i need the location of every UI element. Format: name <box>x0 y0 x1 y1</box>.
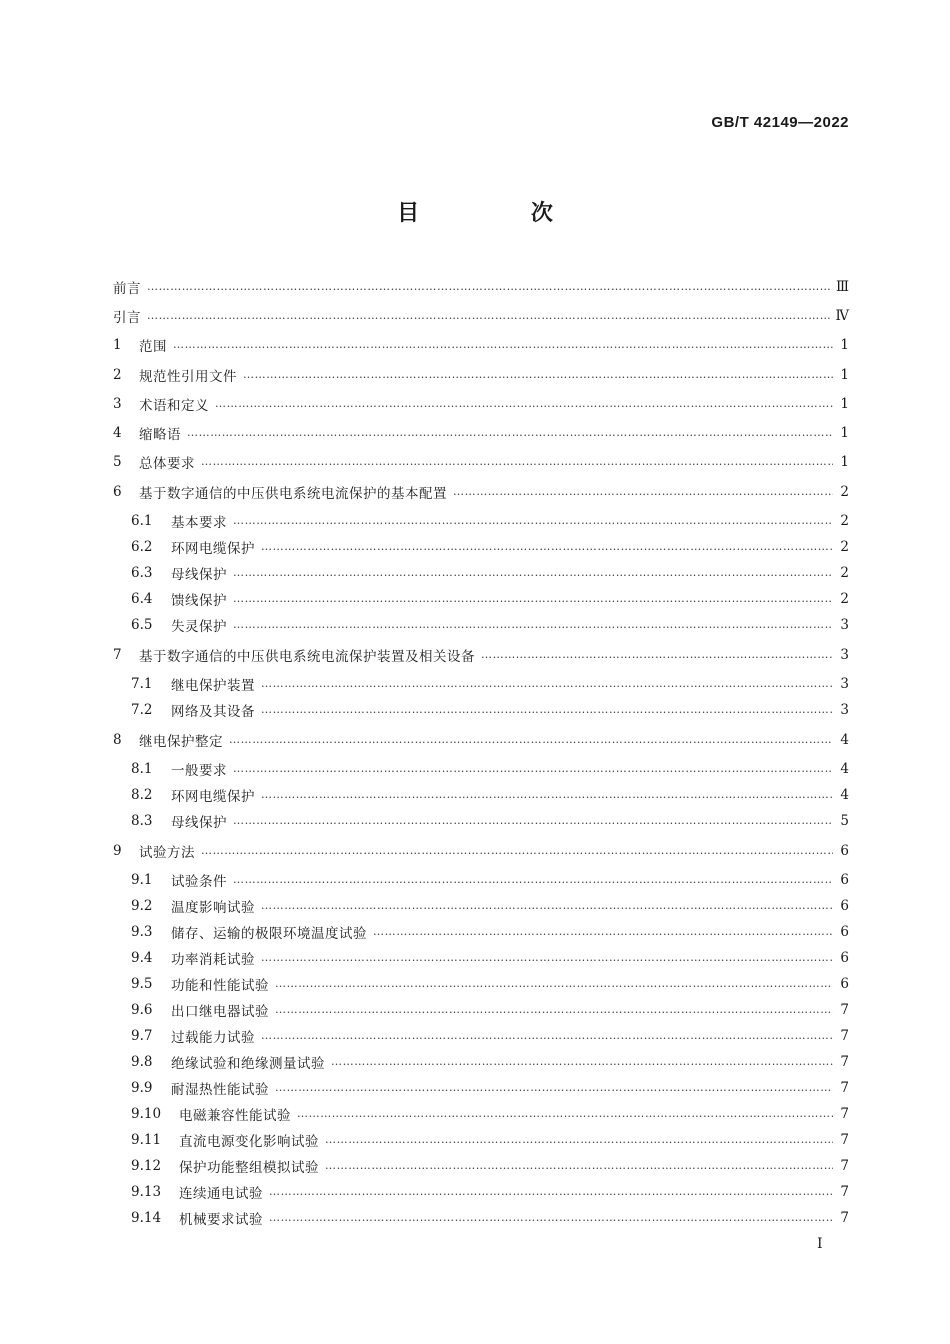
toc-entry-page: 3 <box>840 676 849 692</box>
leader-dots <box>275 974 833 994</box>
leader-dots <box>325 1130 833 1150</box>
leader-dots <box>373 922 833 942</box>
toc-entry-number: 7 <box>113 647 122 663</box>
toc-entry-6[interactable] <box>113 482 849 502</box>
toc-entry-page: 2 <box>840 484 849 500</box>
leader-dots <box>269 1208 833 1228</box>
toc-entry-9-1[interactable] <box>131 870 849 890</box>
leader-dots <box>229 730 833 750</box>
toc-entry-page: 3 <box>840 702 849 718</box>
toc-entry-page: 2 <box>840 565 849 581</box>
toc-entry-number: 9.11 <box>131 1132 162 1148</box>
toc-entry-label: 储存、运输的极限环境温度试验 <box>171 926 367 942</box>
leader-dots <box>261 700 833 720</box>
toc-entry-number: 3 <box>113 396 122 412</box>
toc-entry-number: 9.4 <box>131 950 153 966</box>
toc-entry-page: 4 <box>840 761 849 777</box>
toc-entry-page: 7 <box>840 1184 849 1200</box>
toc-entry-label: 试验条件 <box>171 874 227 890</box>
toc-entry-number: 5 <box>113 454 122 470</box>
toc-entry-label: 连续通电试验 <box>179 1186 263 1202</box>
leader-dots <box>233 511 833 531</box>
toc-entry-page: 7 <box>840 1028 849 1044</box>
toc-entry-page: 7 <box>840 1106 849 1122</box>
toc-entry-page: 6 <box>840 872 849 888</box>
toc-entry-page: 7 <box>840 1210 849 1226</box>
toc-entry-3[interactable] <box>113 394 849 414</box>
toc-entry-label: 引言 <box>113 310 141 326</box>
toc-entry-number: 9.7 <box>131 1028 153 1044</box>
toc-entry-number: 9.8 <box>131 1054 153 1070</box>
leader-dots <box>453 482 833 502</box>
leader-dots <box>261 896 833 916</box>
leader-dots <box>261 1026 833 1046</box>
toc-entry-7[interactable] <box>113 645 849 665</box>
toc-entry-page: 7 <box>840 1158 849 1174</box>
leader-dots <box>481 645 833 665</box>
toc-entry-number: 6.1 <box>131 513 153 529</box>
toc-entry-label: 环网电缆保护 <box>171 541 255 557</box>
toc-entry-page: 3 <box>840 617 849 633</box>
toc-entry-page: 1 <box>840 337 849 353</box>
toc-entry-label: 电磁兼容性能试验 <box>179 1108 291 1124</box>
toc-entry-9-8[interactable] <box>131 1052 849 1072</box>
toc-entry-label: 机械要求试验 <box>179 1212 263 1228</box>
toc-entry-label: 绝缘试验和绝缘测量试验 <box>171 1056 325 1072</box>
leader-dots <box>261 785 833 805</box>
leader-dots <box>275 1000 833 1020</box>
toc-entry-page: 7 <box>840 1002 849 1018</box>
toc-entry-number: 9.5 <box>131 976 153 992</box>
toc-entry-page: 1 <box>840 425 849 441</box>
toc-entry-label: 失灵保护 <box>171 619 227 635</box>
toc-entry-number: 9.14 <box>131 1210 162 1226</box>
toc-entry-8-3[interactable] <box>131 811 849 831</box>
toc-entry-6-1[interactable] <box>131 511 849 531</box>
leader-dots <box>233 811 833 831</box>
toc-entry-6-4[interactable] <box>131 589 849 609</box>
toc-entry-2[interactable] <box>113 365 849 385</box>
toc-entry-page: 7 <box>840 1080 849 1096</box>
leader-dots <box>233 563 833 583</box>
toc-entry-6-3[interactable] <box>131 563 849 583</box>
toc-entry-label: 范围 <box>139 339 167 355</box>
toc-entry-4[interactable] <box>113 423 849 443</box>
toc-entry-9-10[interactable] <box>131 1104 849 1124</box>
toc-entry-foreword[interactable] <box>113 277 849 297</box>
toc-entry-page: 6 <box>840 898 849 914</box>
leader-dots <box>261 537 833 557</box>
leader-dots <box>215 394 833 414</box>
leader-dots <box>297 1104 833 1124</box>
toc-entry-number: 6.2 <box>131 539 153 555</box>
toc-entry-page: 4 <box>840 787 849 803</box>
toc-entry-9[interactable] <box>113 841 849 861</box>
toc-entry-number: 9.9 <box>131 1080 153 1096</box>
page-title: 目 次 <box>397 201 605 226</box>
toc-entry-page: 3 <box>840 647 849 663</box>
toc-entry-label: 保护功能整组模拟试验 <box>179 1160 319 1176</box>
leader-dots <box>233 759 833 779</box>
toc-entry-label: 温度影响试验 <box>171 900 255 916</box>
toc-entry-6-5[interactable] <box>131 615 849 635</box>
toc-entry-introduction[interactable] <box>113 306 849 326</box>
toc-entry-number: 8.1 <box>131 761 153 777</box>
toc-entry-label: 术语和定义 <box>139 398 209 414</box>
toc-entry-6-2[interactable] <box>131 537 849 557</box>
toc-entry-label: 母线保护 <box>171 815 227 831</box>
toc-entry-9-13[interactable] <box>131 1182 849 1202</box>
toc-entry-number: 6.5 <box>131 617 153 633</box>
leader-dots <box>261 948 833 968</box>
leader-dots <box>201 452 833 472</box>
toc-entry-label: 网络及其设备 <box>171 704 255 720</box>
leader-dots <box>243 365 833 385</box>
leader-dots <box>331 1052 833 1072</box>
toc-entry-9-14[interactable] <box>131 1208 849 1228</box>
leader-dots <box>269 1182 833 1202</box>
toc-entry-8-1[interactable] <box>131 759 849 779</box>
toc-entry-number: 9.2 <box>131 898 153 914</box>
toc-entry-number: 4 <box>113 425 122 441</box>
toc-entry-8[interactable] <box>113 730 849 750</box>
toc-entry-label: 规范性引用文件 <box>139 369 237 385</box>
toc-entry-label: 馈线保护 <box>171 593 227 609</box>
toc-entry-9-4[interactable] <box>131 948 849 968</box>
toc-entry-number: 9.6 <box>131 1002 153 1018</box>
leader-dots <box>201 841 833 861</box>
toc-entry-5[interactable] <box>113 452 849 472</box>
toc-entry-label: 基于数字通信的中压供电系统电流保护的基本配置 <box>139 486 447 502</box>
toc-entry-number: 9.12 <box>131 1158 162 1174</box>
toc-entry-page: Ⅲ <box>835 279 849 295</box>
toc-entry-label: 耐湿热性能试验 <box>171 1082 269 1098</box>
toc-entry-label: 前言 <box>113 281 141 297</box>
toc-entry-page: 1 <box>840 454 849 470</box>
toc-entry-number: 9 <box>113 843 122 859</box>
toc-entry-label: 继电保护装置 <box>171 678 255 694</box>
toc-entry-page: Ⅳ <box>835 308 849 324</box>
toc-entry-number: 7.2 <box>131 702 153 718</box>
toc-entry-label: 功能和性能试验 <box>171 978 269 994</box>
leader-dots <box>147 306 832 326</box>
toc-entry-number: 9.13 <box>131 1184 162 1200</box>
toc-entry-page: 7 <box>840 1132 849 1148</box>
toc-entry-number: 6 <box>113 484 122 500</box>
toc-entry-page: 6 <box>840 976 849 992</box>
toc-entry-page: 4 <box>840 732 849 748</box>
toc-entry-number: 1 <box>113 337 122 353</box>
leader-dots <box>275 1078 833 1098</box>
toc-entry-label: 过载能力试验 <box>171 1030 255 1046</box>
toc-entry-label: 继电保护整定 <box>139 734 223 750</box>
toc-entry-page: 2 <box>840 591 849 607</box>
toc-entry-number: 8 <box>113 732 122 748</box>
toc-entry-number: 6.4 <box>131 591 153 607</box>
toc-entry-number: 9.10 <box>131 1106 162 1122</box>
toc-entry-9-6[interactable] <box>131 1000 849 1020</box>
toc-entry-9-7[interactable] <box>131 1026 849 1046</box>
toc-entry-label: 直流电源变化影响试验 <box>179 1134 319 1150</box>
toc-entry-7-2[interactable] <box>131 700 849 720</box>
toc-entry-label: 缩略语 <box>139 427 181 443</box>
toc-entry-number: 9.1 <box>131 872 153 888</box>
toc-entry-number: 7.1 <box>131 676 153 692</box>
toc-entry-label: 基于数字通信的中压供电系统电流保护装置及相关设备 <box>139 649 475 665</box>
toc-entry-9-12[interactable] <box>131 1156 849 1176</box>
leader-dots <box>261 674 833 694</box>
toc-entry-label: 试验方法 <box>139 845 195 861</box>
toc-entry-number: 8.2 <box>131 787 153 803</box>
toc-entry-label: 功率消耗试验 <box>171 952 255 968</box>
toc-entry-8-2[interactable] <box>131 785 849 805</box>
toc-entry-page: 2 <box>840 539 849 555</box>
toc-entry-label: 一般要求 <box>171 763 227 779</box>
toc-entry-page: 6 <box>840 950 849 966</box>
toc-entry-number: 6.3 <box>131 565 153 581</box>
leader-dots <box>173 335 833 355</box>
toc-entry-9-3[interactable] <box>131 922 849 942</box>
toc-entry-page: 6 <box>840 843 849 859</box>
toc-entry-1[interactable] <box>113 335 849 355</box>
leader-dots <box>325 1156 833 1176</box>
toc-entry-label: 总体要求 <box>139 456 195 472</box>
toc-entry-number: 8.3 <box>131 813 153 829</box>
toc-entry-label: 基本要求 <box>171 515 227 531</box>
leader-dots <box>187 423 833 443</box>
footer-page-number: I <box>817 1236 823 1252</box>
toc-entry-9-2[interactable] <box>131 896 849 916</box>
toc-entry-label: 环网电缆保护 <box>171 789 255 805</box>
standard-code: GB/T 42149—2022 <box>711 114 849 131</box>
toc-entry-page: 2 <box>840 513 849 529</box>
toc-entry-9-9[interactable] <box>131 1078 849 1098</box>
toc-entry-label: 母线保护 <box>171 567 227 583</box>
leader-dots <box>233 589 833 609</box>
toc-entry-page: 6 <box>840 924 849 940</box>
toc-entry-label: 出口继电器试验 <box>171 1004 269 1020</box>
toc-entry-page: 7 <box>840 1054 849 1070</box>
toc-entry-page: 1 <box>840 396 849 412</box>
toc-entry-number: 9.3 <box>131 924 153 940</box>
leader-dots <box>147 277 832 297</box>
leader-dots <box>233 870 833 890</box>
toc-entry-page: 1 <box>840 367 849 383</box>
toc-entry-9-11[interactable] <box>131 1130 849 1150</box>
toc-entry-page: 5 <box>840 813 849 829</box>
toc-entry-number: 2 <box>113 367 122 383</box>
leader-dots <box>233 615 833 635</box>
toc-entry-9-5[interactable] <box>131 974 849 994</box>
toc-entry-7-1[interactable] <box>131 674 849 694</box>
